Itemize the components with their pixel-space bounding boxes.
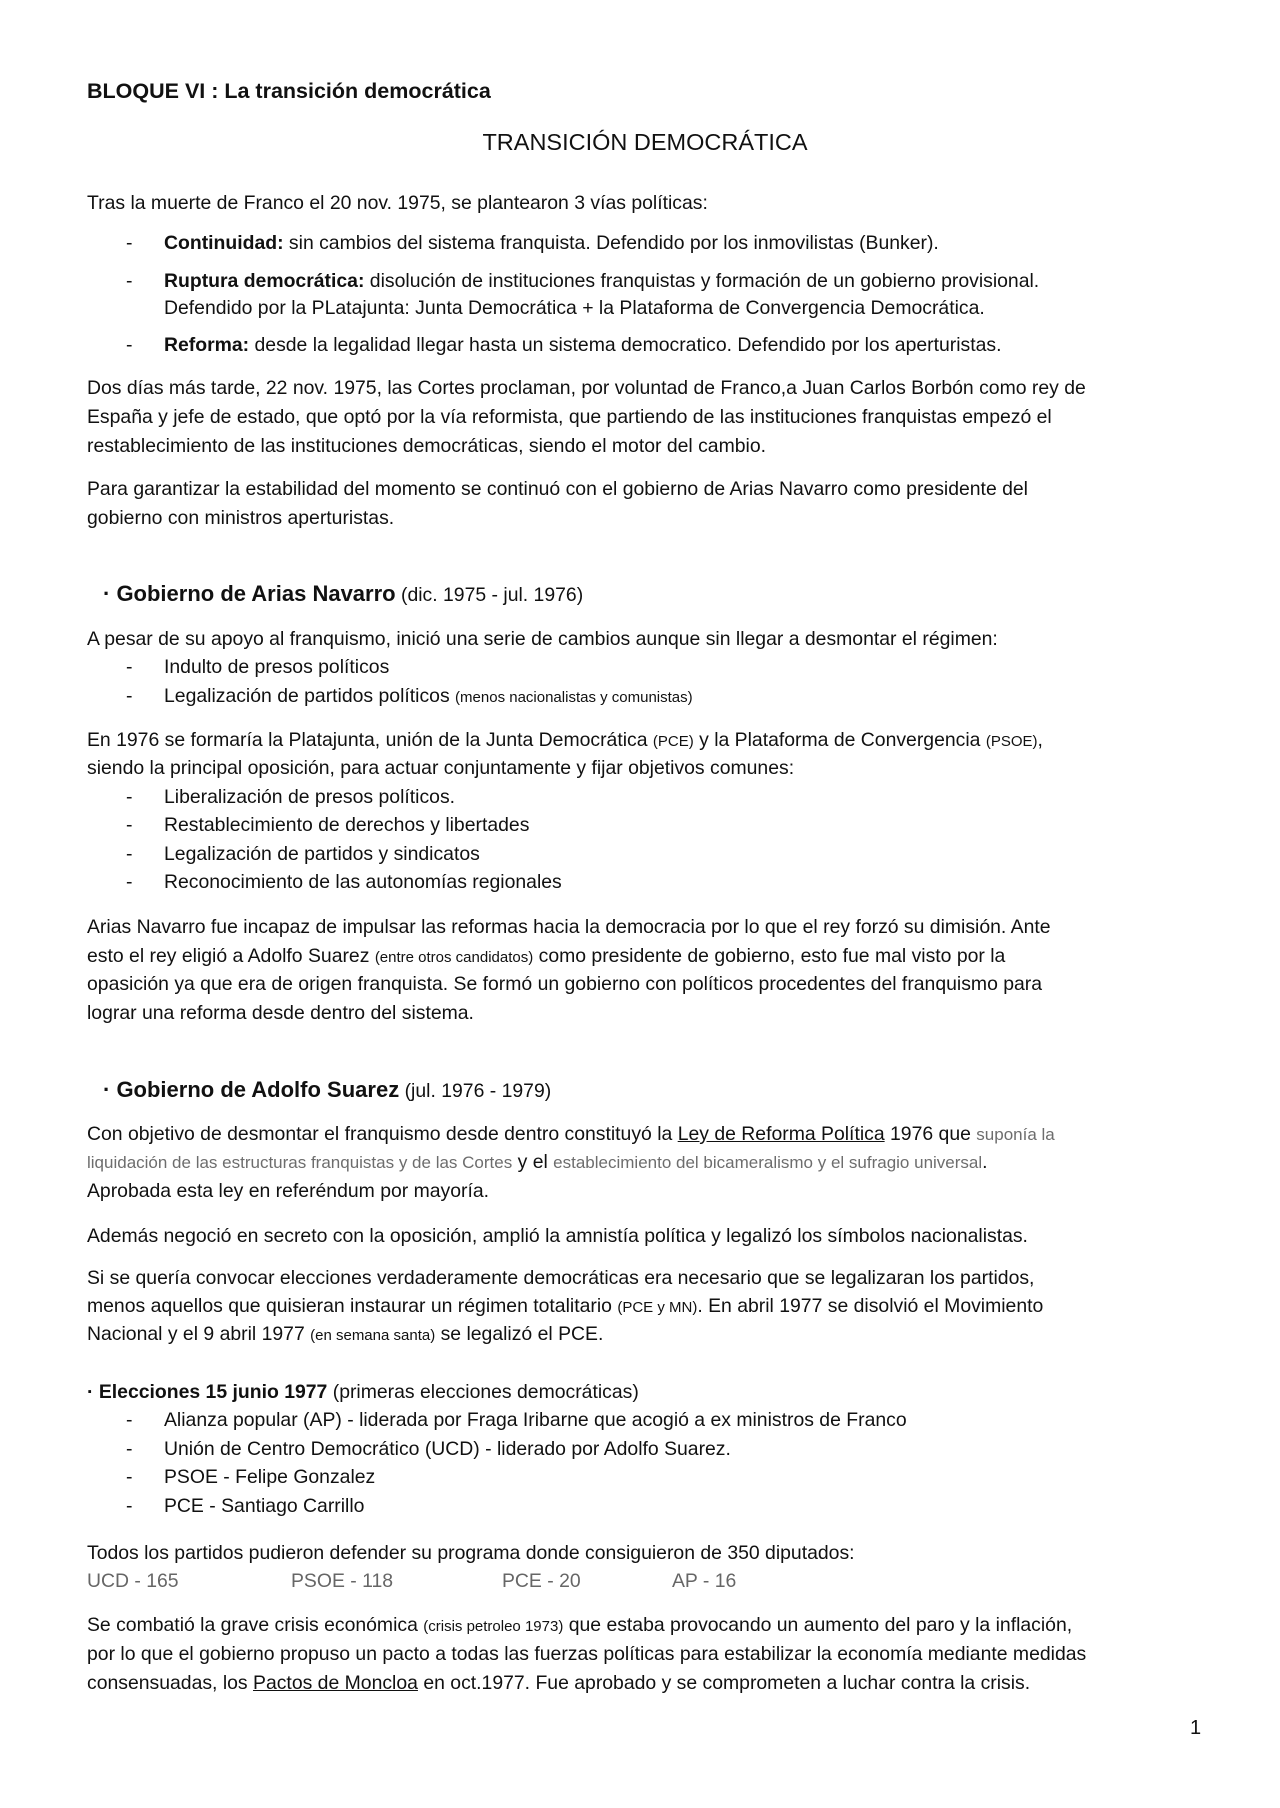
text-segment: opasición ya que era de origen franquista. Se formó un gobierno con políticos procedentes del franquismo para bbox=[87, 973, 1043, 995]
bullet-dash: - bbox=[126, 334, 133, 356]
text-segment: lograr una reforma desde dentro del sistema. bbox=[87, 1002, 474, 1024]
text-segment: establecimiento del bicameralismo y el sufragio universal bbox=[553, 1153, 983, 1172]
text-segment: Arias Navarro fue incapaz de impulsar las reformas hacia la democracia por lo que el rey forzó su dimisión. Ante bbox=[87, 916, 1051, 938]
text-segment: Con objetivo de desmontar el franquismo desde dentro constituyó la bbox=[87, 1123, 678, 1145]
list-item bbox=[164, 783, 455, 811]
list-item bbox=[164, 653, 389, 681]
text-segment: · Gobierno de Adolfo Suarez bbox=[103, 1077, 400, 1102]
seat-result: PSOE - 118 bbox=[291, 1570, 394, 1592]
text-line bbox=[87, 970, 1042, 998]
text-line bbox=[87, 1320, 603, 1348]
seat-result: PCE - 20 bbox=[502, 1570, 581, 1592]
list-item bbox=[164, 229, 939, 257]
text-line bbox=[87, 189, 708, 217]
text-segment: España y jefe de estado, que optó por la vía reformista, que partiendo de las instituciones franquistas empezó el bbox=[87, 406, 1052, 428]
text-segment: en oct.1977. Fue aprobado y se comprometen a luchar contra la crisis. bbox=[417, 1672, 1031, 1694]
list-item bbox=[164, 1435, 731, 1463]
text-segment: · Gobierno de Arias Navarro bbox=[103, 581, 396, 606]
text-segment: Si se quería convocar elecciones verdaderamente democráticas era necesario que se legalizaran los partidos, bbox=[87, 1267, 1035, 1289]
text-segment: Reconocimiento de las autonomías regionales bbox=[164, 871, 562, 893]
text-segment: · Elecciones 15 junio 1977 bbox=[87, 1381, 328, 1403]
text-line bbox=[87, 475, 1028, 503]
text-segment: . bbox=[982, 1151, 988, 1173]
text-line bbox=[164, 294, 985, 322]
text-line bbox=[87, 1539, 855, 1567]
text-segment: (jul. 1976 - 1979) bbox=[399, 1080, 552, 1102]
page-title bbox=[0, 128, 1280, 156]
text-segment: gobierno con ministros aperturistas. bbox=[87, 507, 395, 529]
text-segment: se legalizó el PCE. bbox=[435, 1323, 604, 1345]
list-item bbox=[164, 840, 480, 868]
text-segment: suponía la bbox=[976, 1125, 1055, 1144]
bullet-dash: - bbox=[126, 656, 133, 678]
text-segment: Restablecimiento de derechos y libertades bbox=[164, 814, 530, 836]
text-segment: TRANSICIÓN DEMOCRÁTICA bbox=[482, 129, 808, 155]
text-line bbox=[87, 403, 1052, 431]
text-segment: Defendido por la PLatajunta: Junta Democrática + la Plataforma de Convergencia Democrática. bbox=[164, 297, 985, 319]
text-segment: BLOQUE VI : La transición democrática bbox=[87, 79, 491, 103]
text-line bbox=[87, 1222, 1028, 1250]
bullet-dash: - bbox=[126, 871, 133, 893]
bullet-dash: - bbox=[126, 232, 133, 254]
text-segment: (menos nacionalistas y comunistas) bbox=[455, 689, 693, 706]
list-item bbox=[164, 1492, 364, 1520]
text-segment: Dos días más tarde, 22 nov. 1975, las Cortes proclaman, por voluntad de Franco,a Juan Carlos Borbón como rey de bbox=[87, 377, 1086, 399]
list-item bbox=[164, 811, 529, 839]
bullet-dash: - bbox=[126, 786, 133, 808]
text-segment: , bbox=[1037, 729, 1043, 751]
text-segment: (dic. 1975 - jul. 1976) bbox=[395, 584, 584, 606]
text-segment: Alianza popular (AP) - liderada por Fraga Iribarne que acogió a ex ministros de Franco bbox=[164, 1409, 907, 1431]
bullet-dash: - bbox=[126, 270, 133, 292]
text-segment: Legalización de partidos políticos bbox=[164, 685, 456, 707]
text-segment: En 1976 se formaría la Platajunta, unión de la Junta Democrática bbox=[87, 729, 653, 751]
text-segment: esto el rey eligió a Adolfo Suarez bbox=[87, 945, 375, 967]
text-segment: Además negoció en secreto con la oposición, amplió la amnistía política y legalizó los símbolos nacionalistas. bbox=[87, 1225, 1028, 1247]
link[interactable]: Pactos de Moncloa bbox=[253, 1672, 418, 1694]
text-line bbox=[87, 1177, 489, 1205]
text-segment: consensuadas, los bbox=[87, 1672, 254, 1694]
text-segment: (crisis petroleo 1973) bbox=[423, 1618, 564, 1635]
text-segment: disolución de instituciones franquistas y formación de un gobierno provisional. bbox=[364, 270, 1040, 292]
bullet-dash: - bbox=[126, 685, 133, 707]
text-segment: restablecimiento de las instituciones democráticas, siendo el motor del cambio. bbox=[87, 435, 767, 457]
section-heading bbox=[103, 580, 583, 608]
text-line bbox=[87, 1669, 1030, 1697]
text-line bbox=[87, 1378, 639, 1406]
text-segment: Para garantizar la estabilidad del momento se continuó con el gobierno de Arias Navarro como presidente del bbox=[87, 478, 1028, 500]
text-segment: (PSOE) bbox=[985, 733, 1038, 750]
bullet-dash: - bbox=[126, 814, 133, 836]
text-line bbox=[87, 726, 1043, 754]
text-segment: Ruptura democrática: bbox=[164, 270, 365, 292]
text-line bbox=[87, 374, 1086, 402]
text-segment: y la Plataforma de Convergencia bbox=[693, 729, 986, 751]
text-line bbox=[87, 504, 394, 532]
text-segment: PSOE - Felipe Gonzalez bbox=[164, 1466, 376, 1488]
text-segment: (PCE) bbox=[652, 733, 694, 750]
text-segment: que estaba provocando un aumento del paro y la inflación, bbox=[563, 1614, 1073, 1636]
text-segment: Unión de Centro Democrático (UCD) - liderado por Adolfo Suarez. bbox=[164, 1438, 731, 1460]
seat-result: AP - 16 bbox=[672, 1570, 737, 1592]
text-segment: Continuidad: bbox=[164, 232, 284, 254]
list-item bbox=[164, 682, 693, 710]
list-item bbox=[164, 1406, 907, 1434]
text-line bbox=[87, 1292, 1043, 1320]
text-segment: como presidente de gobierno, esto fue mal visto por la bbox=[533, 945, 1006, 967]
list-item bbox=[164, 1463, 375, 1491]
text-segment: . En abril 1977 se disolvió el Movimiento bbox=[697, 1295, 1044, 1317]
text-segment: sin cambios del sistema franquista. Defendido por los inmovilistas (Bunker). bbox=[283, 232, 939, 254]
text-segment: (PCE y MN) bbox=[617, 1299, 698, 1316]
text-line bbox=[87, 625, 998, 653]
page-number: 1 bbox=[1190, 1717, 1202, 1739]
bullet-dash: - bbox=[126, 1495, 133, 1517]
text-line bbox=[87, 1611, 1072, 1639]
text-line bbox=[87, 1264, 1034, 1292]
text-segment: y el bbox=[512, 1151, 554, 1173]
text-line bbox=[87, 999, 474, 1027]
text-segment: siendo la principal oposición, para actuar conjuntamente y fijar objetivos comunes: bbox=[87, 757, 795, 779]
list-item bbox=[164, 267, 1039, 295]
text-line bbox=[87, 77, 491, 105]
text-segment: (entre otros candidatos) bbox=[374, 949, 534, 966]
text-segment: Aprobada esta ley en referéndum por mayoría. bbox=[87, 1180, 490, 1202]
text-line bbox=[87, 1640, 1086, 1668]
text-segment: desde la legalidad llegar hasta un sistema democratico. Defendido por los aperturistas. bbox=[249, 334, 1002, 356]
text-line bbox=[87, 754, 794, 782]
list-item bbox=[164, 331, 1001, 359]
text-line bbox=[87, 432, 766, 460]
text-segment: A pesar de su apoyo al franquismo, inició una serie de cambios aunque sin llegar a desmontar el régimen: bbox=[87, 628, 998, 650]
bullet-dash: - bbox=[126, 1409, 133, 1431]
bullet-dash: - bbox=[126, 1466, 133, 1488]
seat-result: UCD - 165 bbox=[87, 1570, 179, 1592]
text-line bbox=[87, 913, 1051, 941]
text-segment: (en semana santa) bbox=[310, 1327, 436, 1344]
text-segment: liquidación de las estructuras franquistas y de las Cortes bbox=[87, 1153, 513, 1172]
text-segment: Todos los partidos pudieron defender su programa donde consiguieron de 350 diputados: bbox=[87, 1542, 855, 1564]
text-segment: Reforma: bbox=[164, 334, 250, 356]
text-segment: (primeras elecciones democráticas) bbox=[327, 1381, 639, 1403]
text-segment: Tras la muerte de Franco el 20 nov. 1975, se plantearon 3 vías políticas: bbox=[87, 192, 708, 214]
text-segment: Indulto de presos políticos bbox=[164, 656, 390, 678]
section-heading bbox=[103, 1076, 551, 1104]
text-segment: menos aquellos que quisieran instaurar un régimen totalitario bbox=[87, 1295, 618, 1317]
text-segment: 1976 que bbox=[884, 1123, 977, 1145]
text-segment: Legalización de partidos y sindicatos bbox=[164, 843, 480, 865]
bullet-dash: - bbox=[126, 843, 133, 865]
text-line bbox=[87, 942, 1005, 970]
list-item bbox=[164, 868, 562, 896]
text-segment: Nacional y el 9 abril 1977 bbox=[87, 1323, 311, 1345]
text-line bbox=[87, 1120, 1055, 1148]
text-segment: Liberalización de presos políticos. bbox=[164, 786, 456, 808]
text-line bbox=[87, 1148, 988, 1176]
text-segment: PCE - Santiago Carrillo bbox=[164, 1495, 365, 1517]
bullet-dash: - bbox=[126, 1438, 133, 1460]
text-segment: por lo que el gobierno propuso un pacto a todas las fuerzas políticas para estabilizar la economía mediante medidas bbox=[87, 1643, 1087, 1665]
link[interactable]: Ley de Reforma Política bbox=[677, 1123, 885, 1145]
text-segment: Se combatió la grave crisis económica bbox=[87, 1614, 424, 1636]
